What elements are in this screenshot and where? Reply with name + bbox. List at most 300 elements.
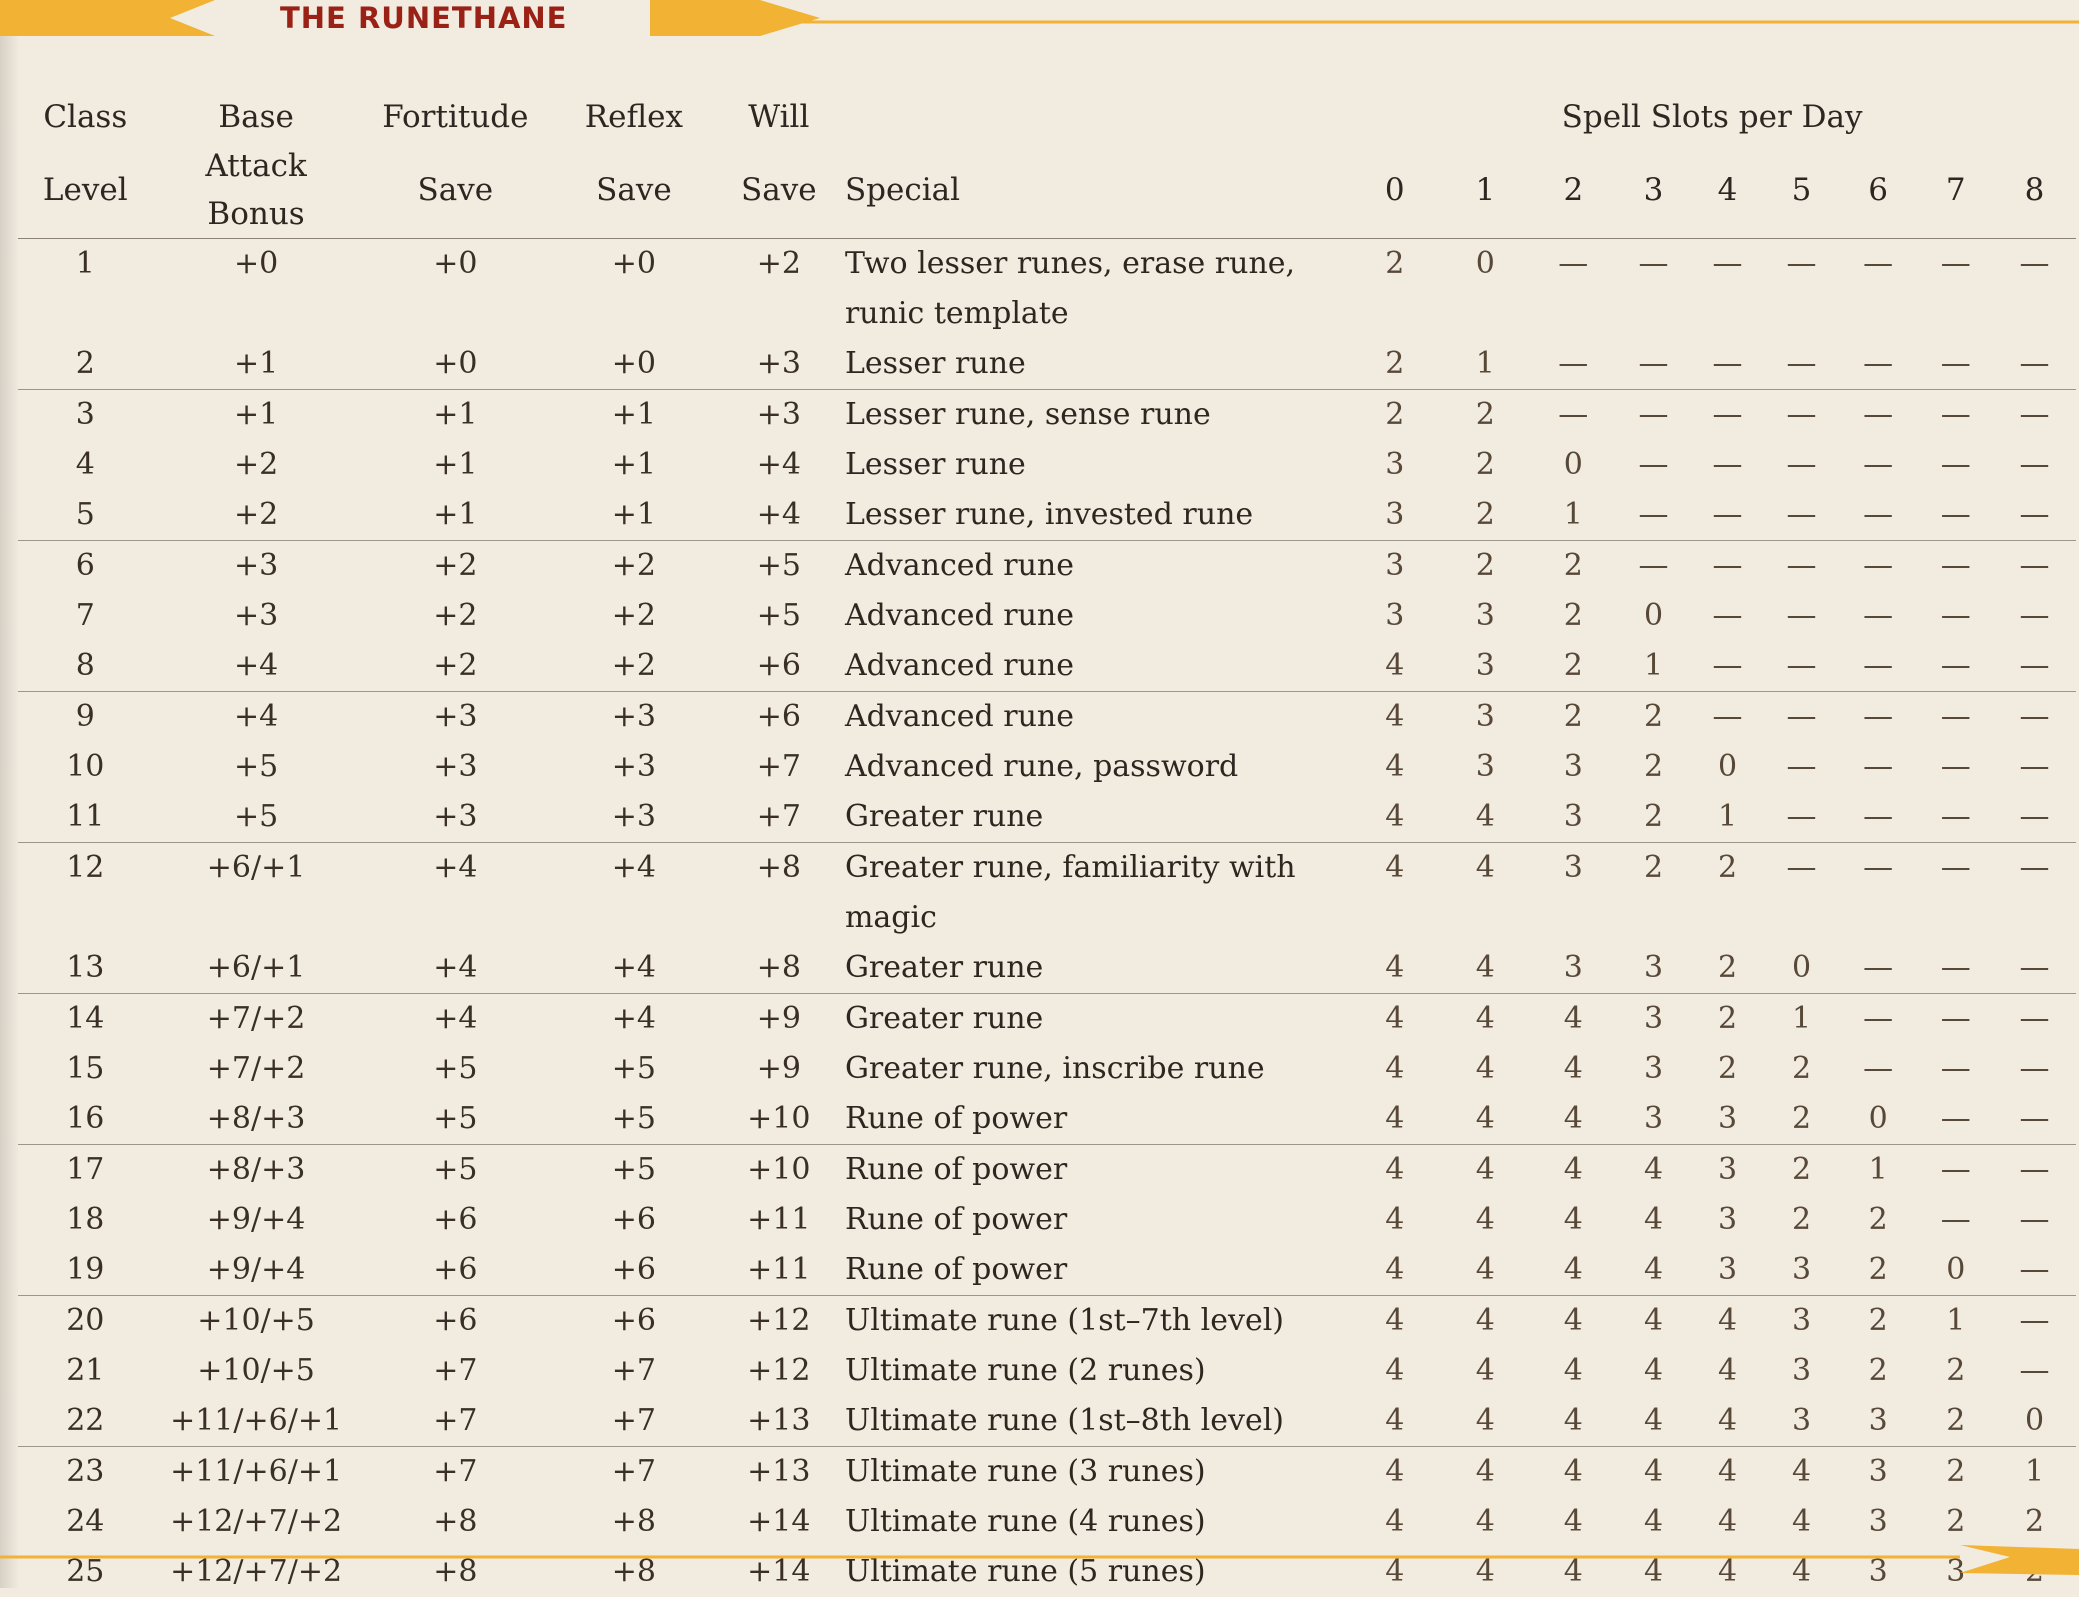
reflex-cell: +0 bbox=[551, 239, 717, 340]
spell-slot-level-0-cell: 4 bbox=[1348, 943, 1441, 994]
spell-slot-level-0-cell: 4 bbox=[1348, 1497, 1441, 1547]
fortitude-cell: +3 bbox=[360, 692, 552, 743]
spell-slot-level-0-cell: 3 bbox=[1348, 541, 1441, 592]
spell-slot-level-2-cell: 4 bbox=[1529, 1145, 1617, 1196]
base-attack-cell: +1 bbox=[153, 390, 360, 441]
spell-slot-level-5-cell: — bbox=[1765, 239, 1837, 340]
spell-slot-level-7-cell: 3 bbox=[1919, 1547, 1994, 1597]
reflex-cell: +5 bbox=[551, 1044, 717, 1094]
spell-slot-level-2-cell: 2 bbox=[1529, 591, 1617, 641]
will-cell: +8 bbox=[717, 943, 841, 994]
spell-slot-level-3-cell: 3 bbox=[1617, 994, 1689, 1045]
spell-slot-level-8-cell: — bbox=[1993, 440, 2076, 490]
special-cell: Ultimate rune (2 runes) bbox=[841, 1346, 1348, 1396]
spell-slot-level-1-cell: 4 bbox=[1441, 1396, 1529, 1447]
spell-slot-level-6-cell: — bbox=[1838, 440, 1919, 490]
fortitude-cell: +2 bbox=[360, 591, 552, 641]
fortitude-cell: +3 bbox=[360, 792, 552, 843]
special-cell: Lesser rune bbox=[841, 339, 1348, 390]
reflex-cell: +2 bbox=[551, 591, 717, 641]
table-row bbox=[18, 1145, 2076, 1196]
header-class-line2: Level bbox=[18, 142, 153, 239]
spell-slot-level-8-cell: 0 bbox=[1993, 1396, 2076, 1447]
reflex-cell: +8 bbox=[551, 1497, 717, 1547]
class-level-cell: 3 bbox=[18, 390, 153, 441]
table-row bbox=[18, 1195, 2076, 1245]
spell-slot-level-2-cell: 1 bbox=[1529, 490, 1617, 541]
spell-slot-level-3-cell: 4 bbox=[1617, 1447, 1689, 1498]
header-will-line1: Will bbox=[717, 92, 841, 142]
reflex-cell: +5 bbox=[551, 1094, 717, 1145]
spell-slot-level-5-cell: 2 bbox=[1765, 1044, 1837, 1094]
header-spell-level-8: 8 bbox=[1993, 142, 2076, 239]
table-row bbox=[18, 1245, 2076, 1296]
special-cell: Ultimate rune (4 runes) bbox=[841, 1497, 1348, 1547]
reflex-cell: +5 bbox=[551, 1145, 717, 1196]
table-row bbox=[18, 1447, 2076, 1498]
spell-slot-level-4-cell: 3 bbox=[1690, 1245, 1766, 1296]
reflex-cell: +3 bbox=[551, 792, 717, 843]
will-cell: +5 bbox=[717, 541, 841, 592]
spell-slot-level-3-cell: — bbox=[1617, 239, 1689, 340]
spell-slot-level-6-cell: — bbox=[1838, 490, 1919, 541]
spell-slot-level-1-cell: 2 bbox=[1441, 541, 1529, 592]
base-attack-cell: +8/+3 bbox=[153, 1145, 360, 1196]
reflex-cell: +1 bbox=[551, 490, 717, 541]
spell-slot-level-1-cell: 2 bbox=[1441, 440, 1529, 490]
spell-slot-level-8-cell: — bbox=[1993, 591, 2076, 641]
spell-slot-level-1-cell: 4 bbox=[1441, 1447, 1529, 1498]
header-spell-slots: Spell Slots per Day bbox=[1348, 92, 2076, 142]
spell-slot-level-4-cell: 4 bbox=[1690, 1346, 1766, 1396]
spell-slot-level-0-cell: 2 bbox=[1348, 339, 1441, 390]
reflex-cell: +1 bbox=[551, 390, 717, 441]
spell-slot-level-1-cell: 3 bbox=[1441, 641, 1529, 692]
will-cell: +10 bbox=[717, 1145, 841, 1196]
spell-slot-level-4-cell: — bbox=[1690, 641, 1766, 692]
spell-slot-level-3-cell: 4 bbox=[1617, 1346, 1689, 1396]
base-attack-cell: +9/+4 bbox=[153, 1245, 360, 1296]
header-spell-level-5: 5 bbox=[1765, 142, 1837, 239]
base-attack-cell: +7/+2 bbox=[153, 1044, 360, 1094]
reflex-cell: +7 bbox=[551, 1346, 717, 1396]
will-cell: +13 bbox=[717, 1396, 841, 1447]
table-body bbox=[18, 239, 2076, 1597]
spell-slot-level-3-cell: 4 bbox=[1617, 1396, 1689, 1447]
spell-slot-level-7-cell: — bbox=[1919, 843, 1994, 944]
spell-slot-level-8-cell: — bbox=[1993, 641, 2076, 692]
spell-slot-level-1-cell: 4 bbox=[1441, 1044, 1529, 1094]
spell-slot-level-7-cell: — bbox=[1919, 1195, 1994, 1245]
special-cell: Rune of power bbox=[841, 1145, 1348, 1196]
spell-slot-level-2-cell: 4 bbox=[1529, 1044, 1617, 1094]
spell-slot-level-7-cell: — bbox=[1919, 541, 1994, 592]
special-cell: Rune of power bbox=[841, 1195, 1348, 1245]
spell-slot-level-8-cell: — bbox=[1993, 994, 2076, 1045]
header-will-line2: Save bbox=[717, 142, 841, 239]
class-level-cell: 21 bbox=[18, 1346, 153, 1396]
spell-slot-level-3-cell: 2 bbox=[1617, 692, 1689, 743]
spell-slot-level-7-cell: — bbox=[1919, 440, 1994, 490]
reflex-cell: +7 bbox=[551, 1447, 717, 1498]
spell-slot-level-7-cell: — bbox=[1919, 490, 1994, 541]
fortitude-cell: +1 bbox=[360, 390, 552, 441]
base-attack-cell: +2 bbox=[153, 490, 360, 541]
will-cell: +13 bbox=[717, 1447, 841, 1498]
spell-slot-level-8-cell: — bbox=[1993, 1346, 2076, 1396]
reflex-cell: +2 bbox=[551, 541, 717, 592]
header-reflex-line1: Reflex bbox=[551, 92, 717, 142]
will-cell: +3 bbox=[717, 390, 841, 441]
spell-slot-level-1-cell: 1 bbox=[1441, 339, 1529, 390]
spell-slot-level-4-cell: — bbox=[1690, 490, 1766, 541]
table-row bbox=[18, 1044, 2076, 1094]
spell-slot-level-1-cell: 4 bbox=[1441, 843, 1529, 944]
spell-slot-level-2-cell: 2 bbox=[1529, 692, 1617, 743]
spell-slot-level-0-cell: 4 bbox=[1348, 1245, 1441, 1296]
spell-slot-level-5-cell: 4 bbox=[1765, 1497, 1837, 1547]
spell-slot-level-0-cell: 4 bbox=[1348, 1145, 1441, 1196]
spell-slot-level-7-cell: 0 bbox=[1919, 1245, 1994, 1296]
spell-slot-level-0-cell: 4 bbox=[1348, 1296, 1441, 1347]
header-special: Special bbox=[841, 142, 1348, 239]
will-cell: +14 bbox=[717, 1547, 841, 1597]
class-level-cell: 12 bbox=[18, 843, 153, 944]
spell-slot-level-6-cell: — bbox=[1838, 239, 1919, 340]
spell-slot-level-4-cell: 3 bbox=[1690, 1145, 1766, 1196]
spell-slot-level-3-cell: 3 bbox=[1617, 1094, 1689, 1145]
spell-slot-level-1-cell: 4 bbox=[1441, 792, 1529, 843]
reflex-cell: +1 bbox=[551, 440, 717, 490]
spell-slot-level-0-cell: 4 bbox=[1348, 1195, 1441, 1245]
spell-slot-level-7-cell: — bbox=[1919, 994, 1994, 1045]
special-cell: Rune of power bbox=[841, 1094, 1348, 1145]
special-cell: Greater rune bbox=[841, 943, 1348, 994]
special-cell: Lesser rune, invested rune bbox=[841, 490, 1348, 541]
spell-slot-level-6-cell: 2 bbox=[1838, 1195, 1919, 1245]
special-cell: Advanced rune bbox=[841, 591, 1348, 641]
special-cell: Ultimate rune (1st–8th level) bbox=[841, 1396, 1348, 1447]
spell-slot-level-2-cell: — bbox=[1529, 239, 1617, 340]
will-cell: +12 bbox=[717, 1296, 841, 1347]
spell-slot-level-8-cell: — bbox=[1993, 1044, 2076, 1094]
class-level-cell: 7 bbox=[18, 591, 153, 641]
spell-slot-level-3-cell: 4 bbox=[1617, 1195, 1689, 1245]
base-attack-cell: +9/+4 bbox=[153, 1195, 360, 1245]
class-level-cell: 2 bbox=[18, 339, 153, 390]
spell-slot-level-6-cell: — bbox=[1838, 943, 1919, 994]
spell-slot-level-6-cell: — bbox=[1838, 591, 1919, 641]
banner-title: THE RUNETHANE bbox=[280, 0, 568, 36]
spell-slot-level-2-cell: 4 bbox=[1529, 1497, 1617, 1547]
base-attack-cell: +8/+3 bbox=[153, 1094, 360, 1145]
fortitude-cell: +8 bbox=[360, 1547, 552, 1597]
will-cell: +12 bbox=[717, 1346, 841, 1396]
spell-slot-level-7-cell: — bbox=[1919, 641, 1994, 692]
spell-slot-level-5-cell: 3 bbox=[1765, 1396, 1837, 1447]
table-row bbox=[18, 440, 2076, 490]
page-banner bbox=[0, 0, 2079, 40]
footer-rule bbox=[0, 1545, 2079, 1585]
spell-slot-level-6-cell: — bbox=[1838, 994, 1919, 1045]
spell-slot-level-8-cell: — bbox=[1993, 490, 2076, 541]
spell-slot-level-8-cell: — bbox=[1993, 1094, 2076, 1145]
special-cell: Greater rune, inscribe rune bbox=[841, 1044, 1348, 1094]
special-cell: Two lesser runes, erase rune, runic template bbox=[841, 239, 1348, 340]
spell-slot-level-1-cell: 2 bbox=[1441, 390, 1529, 441]
will-cell: +3 bbox=[717, 339, 841, 390]
spell-slot-level-6-cell: 3 bbox=[1838, 1497, 1919, 1547]
spell-slot-level-0-cell: 4 bbox=[1348, 994, 1441, 1045]
header-fort-line2: Save bbox=[360, 142, 552, 239]
class-level-cell: 17 bbox=[18, 1145, 153, 1196]
spell-slot-level-7-cell: — bbox=[1919, 591, 1994, 641]
spell-slot-level-5-cell: 3 bbox=[1765, 1296, 1837, 1347]
spell-slot-level-5-cell: 2 bbox=[1765, 1145, 1837, 1196]
spell-slot-level-2-cell: 4 bbox=[1529, 1296, 1617, 1347]
spell-slot-level-7-cell: 1 bbox=[1919, 1296, 1994, 1347]
spell-slot-level-5-cell: 2 bbox=[1765, 1094, 1837, 1145]
class-level-cell: 6 bbox=[18, 541, 153, 592]
class-level-cell: 20 bbox=[18, 1296, 153, 1347]
spell-slot-level-6-cell: — bbox=[1838, 1044, 1919, 1094]
fortitude-cell: +7 bbox=[360, 1346, 552, 1396]
reflex-cell: +7 bbox=[551, 1396, 717, 1447]
spell-slot-level-5-cell: 3 bbox=[1765, 1346, 1837, 1396]
spell-slot-level-8-cell: — bbox=[1993, 1145, 2076, 1196]
spell-slot-level-2-cell: 4 bbox=[1529, 1346, 1617, 1396]
header-spell-level-7: 7 bbox=[1919, 142, 1994, 239]
header-spell-level-1: 1 bbox=[1441, 142, 1529, 239]
special-cell: Ultimate rune (1st–7th level) bbox=[841, 1296, 1348, 1347]
spell-slot-level-8-cell: — bbox=[1993, 843, 2076, 944]
spell-slot-level-7-cell: 2 bbox=[1919, 1497, 1994, 1547]
special-cell: Greater rune bbox=[841, 994, 1348, 1045]
fortitude-cell: +6 bbox=[360, 1296, 552, 1347]
will-cell: +14 bbox=[717, 1497, 841, 1547]
header-bab-line1: Base bbox=[153, 92, 360, 142]
spell-slot-level-8-cell: — bbox=[1993, 1195, 2076, 1245]
will-cell: +7 bbox=[717, 742, 841, 792]
class-level-cell: 5 bbox=[18, 490, 153, 541]
table-row bbox=[18, 994, 2076, 1045]
header-spell-level-0: 0 bbox=[1348, 142, 1441, 239]
spell-slot-level-2-cell: 2 bbox=[1529, 641, 1617, 692]
spell-slot-level-1-cell: 4 bbox=[1441, 943, 1529, 994]
table-row bbox=[18, 339, 2076, 390]
base-attack-cell: +3 bbox=[153, 541, 360, 592]
special-cell: Ultimate rune (5 runes) bbox=[841, 1547, 1348, 1597]
spell-slot-level-4-cell: — bbox=[1690, 692, 1766, 743]
spell-slot-level-3-cell: 2 bbox=[1617, 742, 1689, 792]
spell-slot-level-8-cell: — bbox=[1993, 692, 2076, 743]
header-spell-level-2: 2 bbox=[1529, 142, 1617, 239]
spell-slot-level-5-cell: — bbox=[1765, 490, 1837, 541]
class-level-cell: 22 bbox=[18, 1396, 153, 1447]
spell-slot-level-5-cell: — bbox=[1765, 692, 1837, 743]
spell-slot-level-8-cell: — bbox=[1993, 943, 2076, 994]
table-row bbox=[18, 792, 2076, 843]
spell-slot-level-0-cell: 4 bbox=[1348, 742, 1441, 792]
fortitude-cell: +2 bbox=[360, 541, 552, 592]
class-level-cell: 8 bbox=[18, 641, 153, 692]
spell-slot-level-7-cell: — bbox=[1919, 339, 1994, 390]
spell-slot-level-5-cell: — bbox=[1765, 339, 1837, 390]
will-cell: +4 bbox=[717, 440, 841, 490]
base-attack-cell: +3 bbox=[153, 591, 360, 641]
class-level-cell: 10 bbox=[18, 742, 153, 792]
fortitude-cell: +6 bbox=[360, 1245, 552, 1296]
fortitude-cell: +5 bbox=[360, 1145, 552, 1196]
spell-slot-level-7-cell: — bbox=[1919, 742, 1994, 792]
reflex-cell: +2 bbox=[551, 641, 717, 692]
spell-slot-level-0-cell: 2 bbox=[1348, 239, 1441, 340]
spell-slot-level-4-cell: 3 bbox=[1690, 1094, 1766, 1145]
class-level-cell: 19 bbox=[18, 1245, 153, 1296]
spell-slot-level-4-cell: — bbox=[1690, 239, 1766, 340]
fortitude-cell: +3 bbox=[360, 742, 552, 792]
base-attack-cell: +5 bbox=[153, 742, 360, 792]
fortitude-cell: +1 bbox=[360, 440, 552, 490]
spell-slot-level-2-cell: 4 bbox=[1529, 1094, 1617, 1145]
header-fort-line1: Fortitude bbox=[360, 92, 552, 142]
spell-slot-level-6-cell: — bbox=[1838, 541, 1919, 592]
will-cell: +7 bbox=[717, 792, 841, 843]
spell-slot-level-7-cell: — bbox=[1919, 1044, 1994, 1094]
table-row bbox=[18, 591, 2076, 641]
base-attack-cell: +10/+5 bbox=[153, 1346, 360, 1396]
will-cell: +8 bbox=[717, 843, 841, 944]
header-class-line1: Class bbox=[18, 92, 153, 142]
spell-slot-level-8-cell: — bbox=[1993, 339, 2076, 390]
spell-slot-level-0-cell: 3 bbox=[1348, 490, 1441, 541]
special-cell: Greater rune, familiarity with magic bbox=[841, 843, 1348, 944]
spell-slot-level-8-cell: — bbox=[1993, 390, 2076, 441]
spell-slot-level-2-cell: 4 bbox=[1529, 1547, 1617, 1597]
reflex-cell: +3 bbox=[551, 692, 717, 743]
reflex-cell: +4 bbox=[551, 843, 717, 944]
spell-slot-level-4-cell: 3 bbox=[1690, 1195, 1766, 1245]
class-level-cell: 14 bbox=[18, 994, 153, 1045]
spell-slot-level-0-cell: 4 bbox=[1348, 1044, 1441, 1094]
spell-slot-level-6-cell: — bbox=[1838, 742, 1919, 792]
spell-slot-level-0-cell: 2 bbox=[1348, 390, 1441, 441]
spell-slot-level-0-cell: 4 bbox=[1348, 692, 1441, 743]
spell-slot-level-7-cell: — bbox=[1919, 943, 1994, 994]
base-attack-cell: +4 bbox=[153, 692, 360, 743]
spell-slot-level-0-cell: 4 bbox=[1348, 1547, 1441, 1597]
spell-slot-level-0-cell: 4 bbox=[1348, 843, 1441, 944]
will-cell: +5 bbox=[717, 591, 841, 641]
will-cell: +10 bbox=[717, 1094, 841, 1145]
spell-slot-level-4-cell: 2 bbox=[1690, 994, 1766, 1045]
spell-slot-level-8-cell: — bbox=[1993, 1245, 2076, 1296]
base-attack-cell: +7/+2 bbox=[153, 994, 360, 1045]
spell-slot-level-5-cell: — bbox=[1765, 390, 1837, 441]
spell-slot-level-1-cell: 4 bbox=[1441, 1346, 1529, 1396]
spell-slot-level-6-cell: — bbox=[1838, 641, 1919, 692]
spell-slot-level-2-cell: — bbox=[1529, 390, 1617, 441]
spell-slot-level-1-cell: 3 bbox=[1441, 692, 1529, 743]
fortitude-cell: +5 bbox=[360, 1094, 552, 1145]
base-attack-cell: +6/+1 bbox=[153, 943, 360, 994]
page-gutter-shadow bbox=[0, 0, 18, 1588]
fortitude-cell: +1 bbox=[360, 490, 552, 541]
spell-slot-level-3-cell: 2 bbox=[1617, 792, 1689, 843]
base-attack-cell: +11/+6/+1 bbox=[153, 1447, 360, 1498]
spell-slot-level-6-cell: — bbox=[1838, 792, 1919, 843]
class-level-cell: 11 bbox=[18, 792, 153, 843]
special-cell: Greater rune bbox=[841, 792, 1348, 843]
spell-slot-level-3-cell: 4 bbox=[1617, 1497, 1689, 1547]
table-row bbox=[18, 541, 2076, 592]
spell-slot-level-6-cell: 3 bbox=[1838, 1447, 1919, 1498]
spell-slot-level-6-cell: 2 bbox=[1838, 1245, 1919, 1296]
spell-slot-level-7-cell: 2 bbox=[1919, 1447, 1994, 1498]
special-cell: Ultimate rune (3 runes) bbox=[841, 1447, 1348, 1498]
spell-slot-level-3-cell: 0 bbox=[1617, 591, 1689, 641]
spell-slot-level-5-cell: 1 bbox=[1765, 994, 1837, 1045]
table-row bbox=[18, 641, 2076, 692]
spell-slot-level-3-cell: 4 bbox=[1617, 1547, 1689, 1597]
spell-slot-level-4-cell: 4 bbox=[1690, 1396, 1766, 1447]
spell-slot-level-1-cell: 4 bbox=[1441, 1094, 1529, 1145]
spell-slot-level-5-cell: — bbox=[1765, 742, 1837, 792]
spell-slot-level-0-cell: 3 bbox=[1348, 591, 1441, 641]
spell-slot-level-2-cell: 3 bbox=[1529, 943, 1617, 994]
table-row bbox=[18, 1497, 2076, 1547]
header-spell-level-6: 6 bbox=[1838, 142, 1919, 239]
spell-slot-level-3-cell: 3 bbox=[1617, 1044, 1689, 1094]
spell-slot-level-4-cell: 4 bbox=[1690, 1296, 1766, 1347]
spell-slot-level-3-cell: — bbox=[1617, 390, 1689, 441]
table-row bbox=[18, 692, 2076, 743]
spell-slot-level-5-cell: — bbox=[1765, 843, 1837, 944]
will-cell: +11 bbox=[717, 1245, 841, 1296]
special-cell: Lesser rune, sense rune bbox=[841, 390, 1348, 441]
spell-slot-level-4-cell: 4 bbox=[1690, 1447, 1766, 1498]
runethane-progression-table bbox=[18, 92, 2076, 1597]
table-row bbox=[18, 742, 2076, 792]
fortitude-cell: +2 bbox=[360, 641, 552, 692]
spell-slot-level-8-cell: — bbox=[1993, 1296, 2076, 1347]
fortitude-cell: +4 bbox=[360, 843, 552, 944]
spell-slot-level-3-cell: 3 bbox=[1617, 943, 1689, 994]
spell-slot-level-1-cell: 0 bbox=[1441, 239, 1529, 340]
reflex-cell: +3 bbox=[551, 742, 717, 792]
header-reflex-line2: Save bbox=[551, 142, 717, 239]
spell-slot-level-7-cell: 2 bbox=[1919, 1346, 1994, 1396]
base-attack-cell: +12/+7/+2 bbox=[153, 1547, 360, 1597]
spell-slot-level-5-cell: 2 bbox=[1765, 1195, 1837, 1245]
spell-slot-level-7-cell: — bbox=[1919, 692, 1994, 743]
class-level-cell: 15 bbox=[18, 1044, 153, 1094]
will-cell: +11 bbox=[717, 1195, 841, 1245]
spell-slot-level-2-cell: 3 bbox=[1529, 843, 1617, 944]
spell-slot-level-1-cell: 4 bbox=[1441, 1296, 1529, 1347]
spell-slot-level-5-cell: 3 bbox=[1765, 1245, 1837, 1296]
class-level-cell: 4 bbox=[18, 440, 153, 490]
spell-slot-level-4-cell: 2 bbox=[1690, 1044, 1766, 1094]
spell-slot-level-1-cell: 4 bbox=[1441, 1145, 1529, 1196]
reflex-cell: +6 bbox=[551, 1245, 717, 1296]
spell-slot-level-6-cell: 2 bbox=[1838, 1296, 1919, 1347]
spell-slot-level-8-cell: — bbox=[1993, 742, 2076, 792]
base-attack-cell: +4 bbox=[153, 641, 360, 692]
spell-slot-level-0-cell: 4 bbox=[1348, 1396, 1441, 1447]
spell-slot-level-3-cell: 1 bbox=[1617, 641, 1689, 692]
spell-slot-level-3-cell: 4 bbox=[1617, 1245, 1689, 1296]
